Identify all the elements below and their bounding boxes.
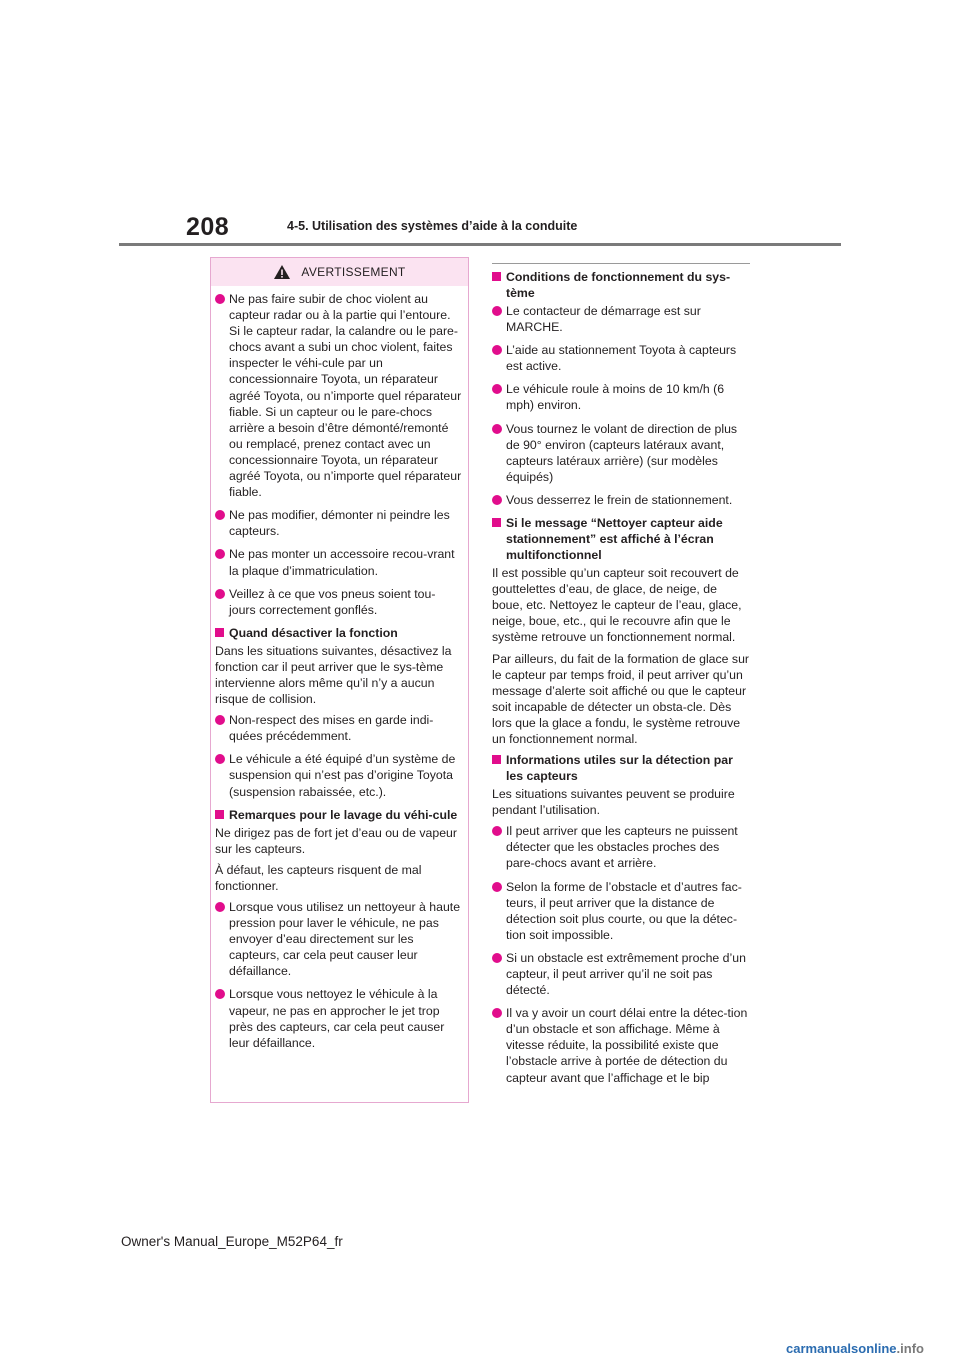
bullet-dot-icon: [492, 826, 502, 836]
bullet-text: Le contacteur de démarrage est sur MARCHE.: [506, 304, 701, 335]
bullet-dot-icon: [492, 953, 502, 963]
square-bullet-icon: [215, 628, 224, 637]
bullet-dot-icon: [215, 754, 225, 764]
subsection-heading: [215, 625, 462, 641]
bullet-dot-icon: [215, 989, 225, 999]
bullet-item: [215, 899, 462, 979]
paragraph: Par ailleurs, du fait de la formation de glace sur le capteur par temps froid, il peut arriver qu’un message d’alerte soit affiché ou que le capteur soit incapable de détecter un obsta-cle. Dès lors que la glace a fondu, le système retrouve un fonctionnement normal.: [492, 651, 750, 746]
page-number: 208: [186, 213, 230, 241]
bullet-dot-icon: [492, 384, 502, 394]
paragraph: À défaut, les capteurs risquent de mal fonctionner.: [215, 862, 422, 893]
warning-triangle-icon: [273, 264, 291, 280]
bullet-text: Ne pas monter un accessoire recou-vrant la plaque d’immatriculation.: [229, 547, 455, 578]
bullet-text: Il peut arriver que les capteurs ne puissent détecter que les obstacles proches des pare-chocs avant et arrière.: [506, 824, 738, 871]
subsection-heading: [492, 515, 750, 563]
paragraph: Ne dirigez pas de fort jet d’eau ou de vapeur sur les capteurs.: [215, 825, 457, 856]
square-bullet-icon: [492, 272, 501, 281]
bullet-item: [492, 950, 750, 998]
bullet-item: [492, 879, 750, 943]
heading-text: Si le message “Nettoyer capteur aide stationnement” est affiché à l’écran multifonctionnel: [506, 516, 723, 563]
bullet-dot-icon: [215, 902, 225, 912]
heading-text: Quand désactiver la fonction: [229, 625, 398, 640]
subsection-heading: [215, 807, 462, 823]
paragraph: Les situations suivantes peuvent se produire pendant l’utilisation.: [492, 787, 735, 818]
bullet-item: [215, 712, 462, 744]
bullet-item: [215, 986, 462, 1050]
heading-text: Conditions de fonctionnement du sys-tème: [506, 270, 731, 300]
bullet-dot-icon: [215, 589, 225, 599]
bullet-item: [492, 303, 750, 335]
bullet-text: Vous tournez le volant de direction de plus de 90° environ (capteurs latéraux avant, capteurs latéraux arrière) (sur modèles équipés): [506, 421, 738, 484]
bullet-item: [492, 421, 750, 485]
bullet-dot-icon: [492, 882, 502, 892]
right-column-body: [492, 269, 750, 1086]
header-rule: [119, 243, 841, 246]
bullet-dot-icon: [215, 510, 225, 520]
bullet-text: Si un obstacle est extrêmement proche d’un capteur, il peut arriver qu’il ne soit pas détecté.: [506, 950, 746, 998]
bullet-item: [492, 823, 750, 871]
square-bullet-icon: [492, 518, 501, 527]
bullet-item: [492, 342, 750, 374]
square-bullet-icon: [492, 755, 501, 764]
square-bullet-icon: [215, 810, 224, 819]
bullet-dot-icon: [492, 345, 502, 355]
bullet-item: [215, 751, 462, 799]
warning-box: [210, 257, 469, 1103]
bullet-item: [215, 291, 462, 500]
bullet-text: Le véhicule a été équipé d’un système de suspension qui n’est pas d’origine Toyota (suspension rabaissée, etc.).: [229, 752, 456, 799]
bullet-item: [215, 507, 462, 539]
bullet-item: [492, 1005, 750, 1085]
bullet-text: L’aide au stationnement Toyota à capteurs est active.: [506, 343, 737, 374]
right-column: [492, 263, 750, 1093]
subsection-heading: [492, 269, 750, 301]
warning-header: [211, 258, 468, 286]
bullet-text: Le véhicule roule à moins de 10 km/h (6 mph) environ.: [506, 382, 725, 413]
bullet-item: [492, 492, 750, 508]
bullet-text: Lorsque vous nettoyez le véhicule à la vapeur, ne pas en approcher le jet trop près des capteurs, car cela peut causer leur défaillance.: [229, 987, 445, 1050]
watermark-part2: .info: [896, 1341, 924, 1356]
bullet-text: Lorsque vous utilisez un nettoyeur à haute pression pour laver le véhicule, ne pas envoyer d’eau directement sur les capteurs, car cela peut causer leur défaillance.: [229, 900, 461, 979]
bullet-text: Veillez à ce que vos pneus soient tou-jours correctement gonflés.: [229, 586, 436, 617]
watermark-part1: carmanualsonline: [786, 1341, 897, 1356]
warning-title: AVERTISSEMENT: [301, 265, 406, 279]
bullet-item: [492, 381, 750, 413]
watermark: [786, 1341, 924, 1356]
right-column-rule: [492, 263, 750, 264]
footer-text: Owner's Manual_Europe_M52P64_fr: [121, 1234, 343, 1249]
bullet-text: Ne pas modifier, démonter ni peindre les capteurs.: [229, 508, 450, 539]
bullet-text: Non-respect des mises en garde indi-quées précédemment.: [229, 713, 434, 744]
bullet-text: Ne pas faire subir de choc violent au capteur radar ou à la partie qui l’entoure. Si le capteur radar, la calandre ou le pare-chocs avant a subi un choc violent, faites inspecter le véhi-cule par un concessionnaire Toyota, un réparateur agréé Toyota, ou n’importe quel réparateur fiable. Si un capteur ou le pare-chocs arrière a besoin d’être démonté/remonté ou remplacé, prenez contact avec un concessionnaire Toyota, un réparateur agréé Toyota, ou n’importe quel réparateur fiable.: [229, 292, 462, 500]
subsection-heading: [492, 752, 750, 784]
bullet-dot-icon: [215, 294, 225, 304]
bullet-dot-icon: [492, 495, 502, 505]
bullet-text: Il va y avoir un court délai entre la détec-tion d’un obstacle et son affichage. Même à vitesse réduite, la possibilité existe que l’obstacle arrive à portée de détection du capteur avant que l’affichage et le bip: [506, 1006, 748, 1085]
bullet-dot-icon: [492, 306, 502, 316]
bullet-item: [215, 586, 462, 618]
bullet-dot-icon: [492, 1008, 502, 1018]
section-title: 4-5. Utilisation des systèmes d’aide à la conduite: [287, 219, 578, 233]
paragraph: Il est possible qu’un capteur soit recouvert de gouttelettes d’eau, de glace, de neige, de boue, etc. Nettoyez le capteur de l’eau, glace, neige, boue, etc., qui le recouvre afin que le système retrouve un fonctionnement normal.: [492, 566, 742, 645]
bullet-dot-icon: [492, 424, 502, 434]
bullet-item: [215, 546, 462, 578]
heading-text: Remarques pour le lavage du véhi-cule: [229, 807, 458, 822]
bullet-dot-icon: [215, 715, 225, 725]
paragraph: Dans les situations suivantes, désactivez la fonction car il peut arriver que le sys-tème intervienne alors même qu’il n’y a aucun risque de collision.: [215, 643, 452, 707]
warning-body: [211, 286, 468, 1051]
heading-text: Informations utiles sur la détection par les capteurs: [506, 753, 733, 784]
bullet-text: Selon la forme de l’obstacle et d’autres fac-teurs, il peut arriver que la distance de détection soit plus courte, ou que la détec-tion soit impossible.: [506, 879, 742, 942]
bullet-dot-icon: [215, 549, 225, 559]
bullet-text: Vous desserrez le frein de stationnement.: [506, 492, 733, 507]
